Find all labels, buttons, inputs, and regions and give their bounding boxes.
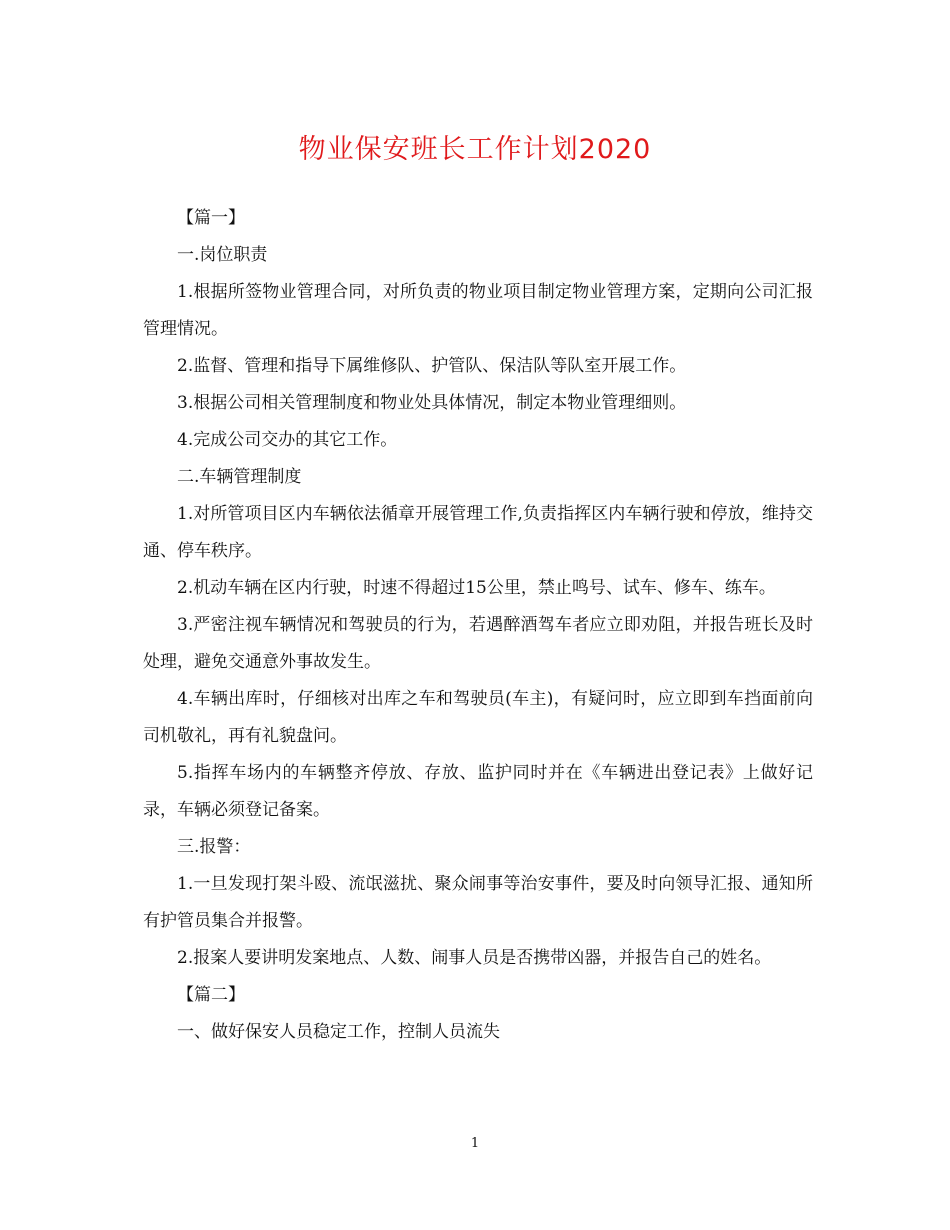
paragraph: 4.完成公司交办的其它工作。 — [177, 430, 398, 450]
paragraph: 2.报案人要讲明发案地点、人数、闹事人员是否携带凶器，并报告自己的姓名。 — [177, 948, 772, 968]
paragraph: 3.根据公司相关管理制度和物业处具体情况，制定本物业管理细则。 — [177, 393, 687, 413]
section-heading-vehicle-rules: 二.车辆管理制度 — [177, 467, 302, 487]
paragraph: 4.车辆出库时，仔细核对出库之车和驾驶员(车主)，有疑问时，应立即到车挡面前向司机敬礼，再有礼貌盘问。 — [143, 689, 813, 746]
document-body — [143, 200, 813, 1051]
section-heading-part-one: 【篇一】 — [177, 208, 245, 228]
section-heading-part-two: 【篇二】 — [177, 985, 245, 1005]
paragraph: 2.机动车辆在区内行驶，时速不得超过15公里，禁止鸣号、试车、修车、练车。 — [177, 578, 776, 598]
paragraph: 1.根据所签物业管理合同，对所负责的物业项目制定物业管理方案，定期向公司汇报管理情况。 — [143, 282, 813, 339]
paragraph: 1.对所管项目区内车辆依法循章开展管理工作,负责指挥区内车辆行驶和停放，维持交通、停车秩序。 — [143, 504, 813, 561]
paragraph: 1.一旦发现打架斗殴、流氓滋扰、聚众闹事等治安事件，要及时向领导汇报、通知所有护管员集合并报警。 — [143, 874, 813, 931]
section-heading-duties: 一.岗位职责 — [177, 245, 268, 265]
section-heading-alarm: 三.报警： — [177, 837, 251, 857]
paragraph: 5.指挥车场内的车辆整齐停放、存放、监护同时并在《车辆进出登记表》上做好记录，车辆必须登记备案。 — [143, 763, 813, 820]
paragraph: 一、做好保安人员稳定工作，控制人员流失 — [177, 1022, 500, 1042]
paragraph: 2.监督、管理和指导下属维修队、护管队、保洁队等队室开展工作。 — [177, 356, 687, 376]
document-title: 物业保安班长工作计划2020 — [298, 134, 652, 165]
paragraph: 3.严密注视车辆情况和驾驶员的行为，若遇醉酒驾车者应立即劝阻，并报告班长及时处理，避免交通意外事故发生。 — [143, 615, 813, 672]
page-number: 1 — [470, 1136, 480, 1151]
